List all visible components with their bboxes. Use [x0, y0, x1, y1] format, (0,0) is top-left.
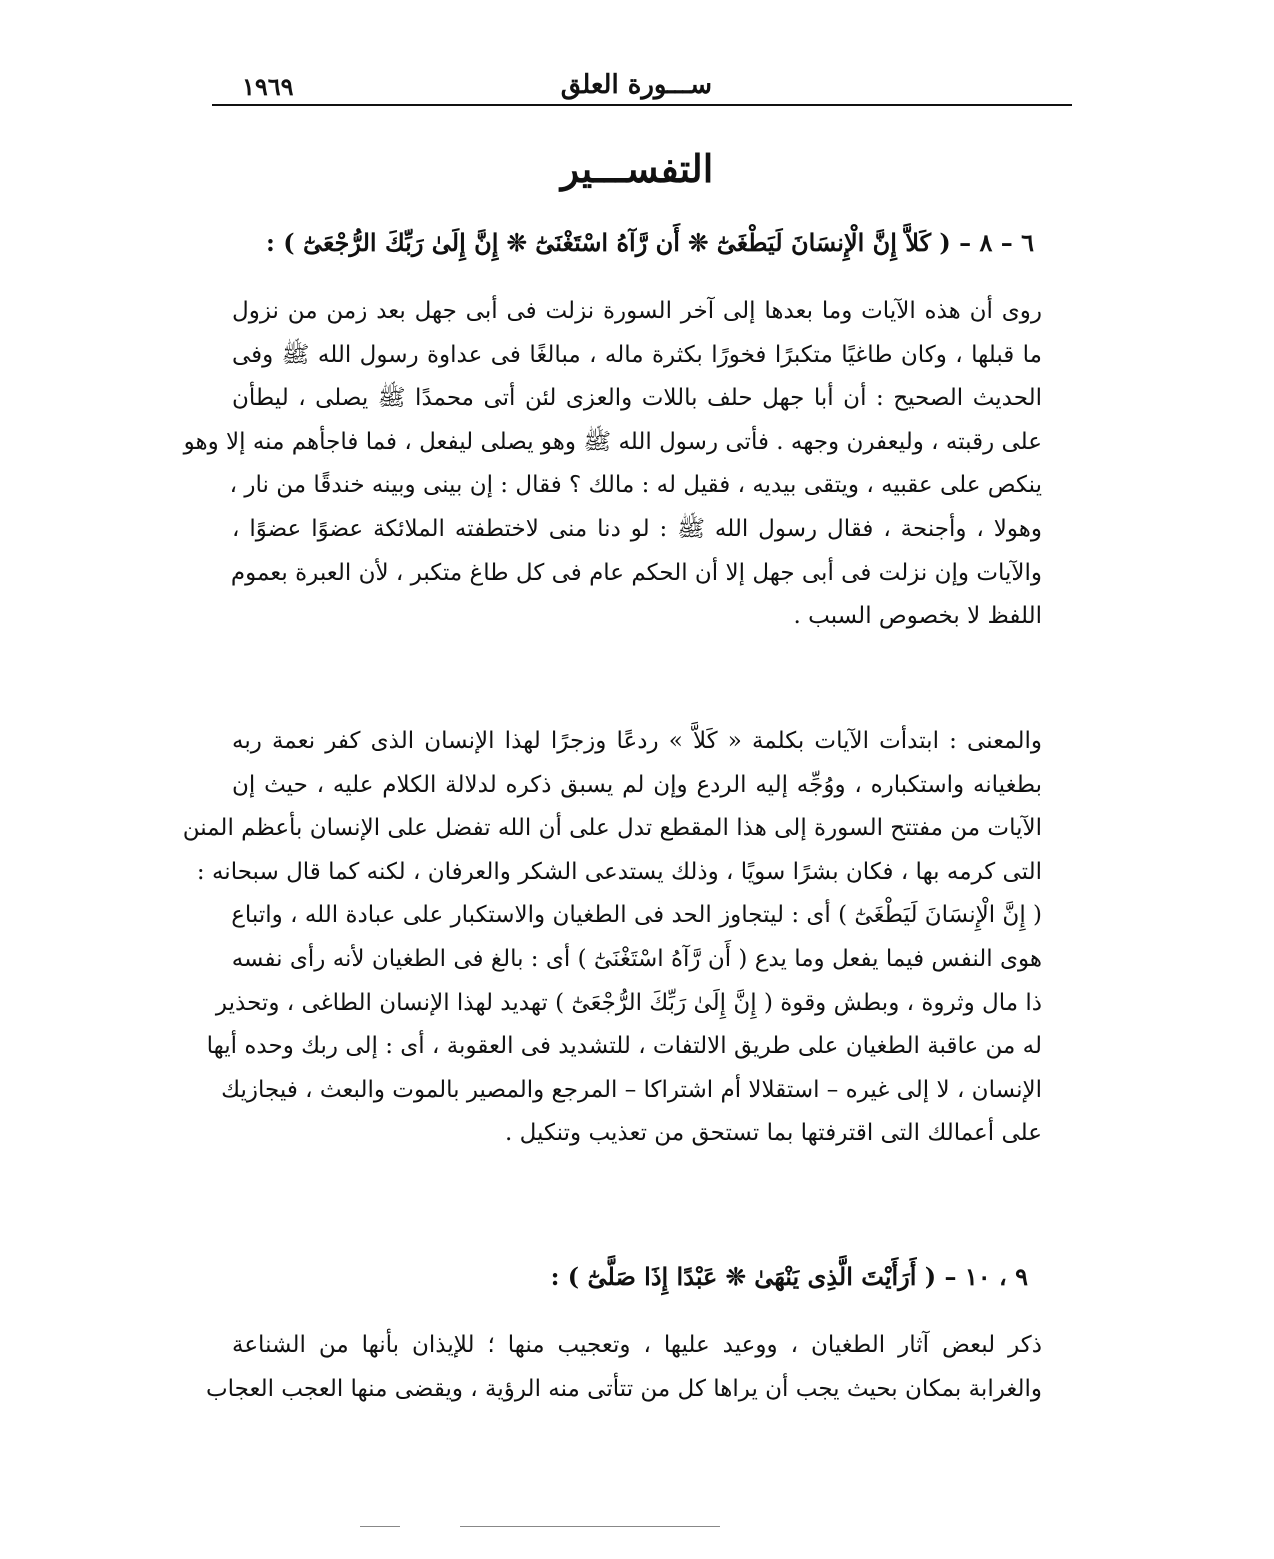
text-line: ( إِنَّ الْإِنسَانَ لَيَطْغَىٰٓ ) أى : ليتجاوز الحد فى الطغيان والاستكبار على عبادة الله ، واتباع — [231, 902, 1042, 929]
text-line: اللفظ لا بخصوص السبب . — [793, 603, 1042, 630]
running-header — [212, 70, 1072, 106]
text-line: والمعنى : ابتدأت الآيات بكلمة « كَلاَّ » ردعًا وزجرًا لهذا الإنسان الذى كفر نعمة ربه — [232, 728, 1042, 754]
text-line: والغرابة بمكان بحيث يجب أن يراها كل من تتأتى منه الرؤية ، ويقضى منها العجب العجاب — [206, 1375, 1042, 1402]
section-title: التفســـير — [560, 146, 714, 191]
text-line: هوى النفس فيما يفعل وما يدع ( أَن رَّآهُ اسْتَغْنَىٰٓ ) أى : بالغ فى الطغيان لأنه رأى نفسه — [231, 945, 1042, 972]
text-line: ما قبلها ، وكان طاغيًا متكبرًا فخورًا بكثرة ماله ، مبالغًا فى عداوة رسول الله ﷺ وفى — [232, 341, 1042, 368]
paragraph-meaning — [182, 720, 1042, 1156]
text-line: بطغيانه واستكباره ، ووُجِّه إليه الردع وإن لم يسبق ذكره لدلالة الكلام عليه ، حيث إن — [232, 771, 1042, 798]
text-line: وهولا ، وأجنحة ، فقال رسول الله ﷺ : لو دنا منى لاختطفته الملائكة عضوًا عضوًا ، — [232, 515, 1042, 542]
text-line: ذكر لبعض آثار الطغيان ، ووعيد عليها ، وتعجيب منها ؛ للإيذان بأنها من الشناعة — [232, 1332, 1042, 1358]
verse-heading-6-8: ٦ – ٨ – ( كَلاَّ إِنَّ الْإِنسَانَ لَيَطْغَىٰٓ ❊ أَن رَّآهُ اسْتَغْنَىٰٓ ❊ إِنَّ إِلَىٰ رَبِّكَ الرُّجْعَىٰٓ ) : — [266, 228, 1034, 257]
text-line: على رقبته ، وليعفرن وجهه . فأتى رسول الله ﷺ وهو يصلى ليفعل ، فما فاجأهم منه إلا وهو — [183, 428, 1042, 455]
scan-marks — [360, 1526, 760, 1528]
text-line: الحديث الصحيح : أن أبا جهل حلف باللات والعزى لئن أتى محمدًا ﷺ يصلى ، ليطأن — [232, 385, 1042, 412]
text-line: على أعمالك التى اقترفتها بما تستحق من تعذيب وتنكيل . — [505, 1120, 1042, 1147]
surah-name: ســـورة العلق — [560, 70, 712, 100]
scan-dash — [360, 1526, 400, 1527]
text-line: الآيات من مفتتح السورة إلى هذا المقطع تدل على أن الله تفضل على الإنسان بأعظم المنن — [182, 815, 1042, 842]
text-line: ذا مال وثروة ، وبطش وقوة ( إِنَّ إِلَىٰ رَبِّكَ الرُّجْعَىٰٓ ) تهديد لهذا الإنسان الطاغى ، وتحذير — [215, 989, 1042, 1016]
paragraph-remarks — [206, 1324, 1042, 1411]
text-line: ينكص على عقبيه ، ويتقى بيديه ، فقيل له : مالك ؟ فقال : إن بينى وبينه خندقًا من نار ، — [229, 472, 1042, 499]
text-line: له من عاقبة الطغيان على طريق الالتفات ، للتشديد فى العقوبة ، أى : إلى ربك وحده أيها — [206, 1033, 1042, 1060]
text-line: روى أن هذه الآيات وما بعدها إلى آخر السورة نزلت فى أبى جهل بعد زمن من نزول — [232, 298, 1042, 324]
paragraph-occasion — [183, 290, 1042, 639]
text-line: والآيات وإن نزلت فى أبى جهل إلا أن الحكم عام فى كل طاغ متكبر ، لأن العبرة بعموم — [230, 559, 1042, 586]
text-line: الإنسان ، لا إلى غيره – استقلالا أم اشتراكا – المرجع والمصير بالموت والبعث ، فيجازيك — [221, 1076, 1042, 1103]
scan-dash — [460, 1526, 720, 1527]
page-number: ١٩٦٩ — [242, 72, 294, 101]
text-line: التى كرمه بها ، فكان بشرًا سويًا ، وذلك يستدعى الشكر والعرفان ، لكنه كما قال سبحانه : — [196, 858, 1042, 885]
verse-heading-9-10: ٩ ، ١٠ – ( أَرَأَيْتَ الَّذِى يَنْهَىٰ ❊ عَبْدًا إِذَا صَلَّىٰٓ ) : — [550, 1262, 1028, 1291]
header-rule — [212, 104, 1072, 106]
